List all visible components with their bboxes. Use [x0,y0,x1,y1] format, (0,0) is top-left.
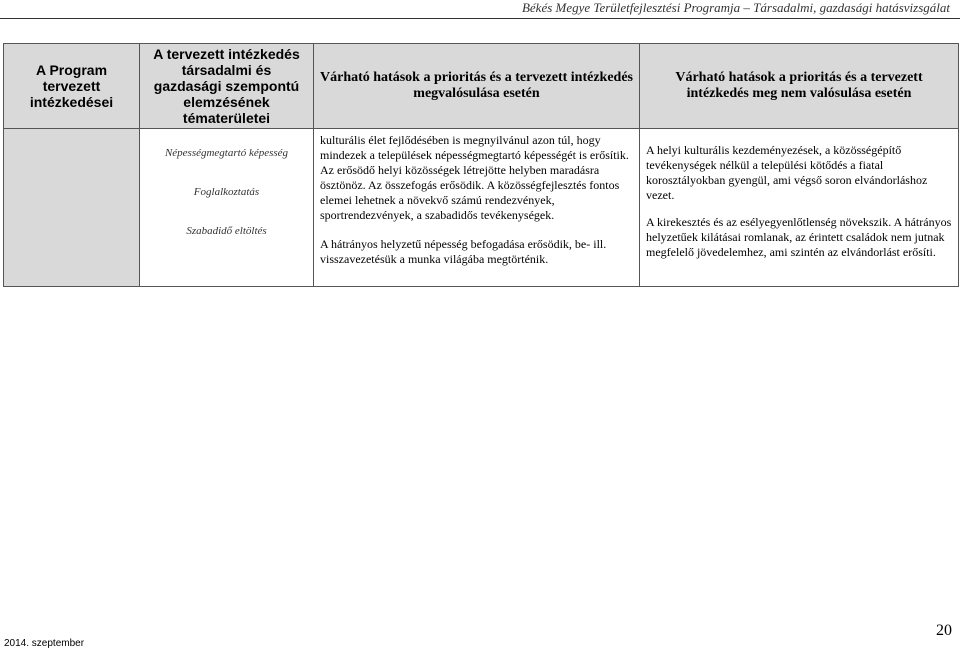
table-header-row [4,44,959,129]
program-measure-cell [4,129,140,287]
effect-paragraph: A hátrányos helyzetű népesség befogadása erősödik, be- ill. visszavezetésük a munka világába megtörténik. [320,237,607,266]
header-analysis-topics: A tervezett intézkedés társadalmi és gazdasági szempontú elemzésének tématerületei [140,44,314,129]
footer-date: 2014. szeptember [4,638,85,649]
header-divider [0,18,960,19]
topic-item: Népességmegtartó képesség [164,147,289,159]
page-number: 20 [936,622,952,639]
impact-table [3,43,959,287]
header-effects-realized: Várható hatások a prioritás és a tervezett intézkedés megvalósulása esetén [314,44,640,129]
topics-cell [140,129,314,287]
topic-item: Szabadidő eltöltés [186,225,267,237]
effect-paragraph: kulturális élet fejlődésében is megnyilvánul azon túl, hogy mindezek a települések népességmegtartó képességét is erősítik. Az erősödő helyi közösségek létrejötte helyben maradásra ösztönöz. Az összefogás erősödik. A közösségfejlesztés fontos elemei lehetnek a növekvő számú rendezvények, sportrendezvények, a szabadidős tevékenységek. [320,133,629,222]
topic-item: Foglalkoztatás [193,186,260,198]
header-program-measures: A Program tervezett intézkedései [4,44,140,129]
table-row [4,129,959,287]
effect-paragraph: A helyi kulturális kezdeményezések, a közösségépítő tevékenységek nélkül a települési kötődés a fiatal korosztályokban gyengül, ami végső soron elvándorláshoz vezet. [646,143,928,202]
document-header: Békés Megye Területfejlesztési Programja – Társadalmi, gazdasági hatásvizsgálat [521,0,950,15]
effect-paragraph: A kirekesztés és az esélyegyenlőtlenség növekszik. A hátrányos helyzetűek kilátásai romlanak, az érintett családok nem jutnak megfelelő jövedelemhez, ami szintén az elvándorlást erősíti. [646,215,952,259]
effects-not-realized-cell [640,129,959,287]
effects-realized-cell [314,129,640,287]
header-effects-not-realized: Várható hatások a prioritás és a tervezett intézkedés meg nem valósulása esetén [640,44,959,129]
